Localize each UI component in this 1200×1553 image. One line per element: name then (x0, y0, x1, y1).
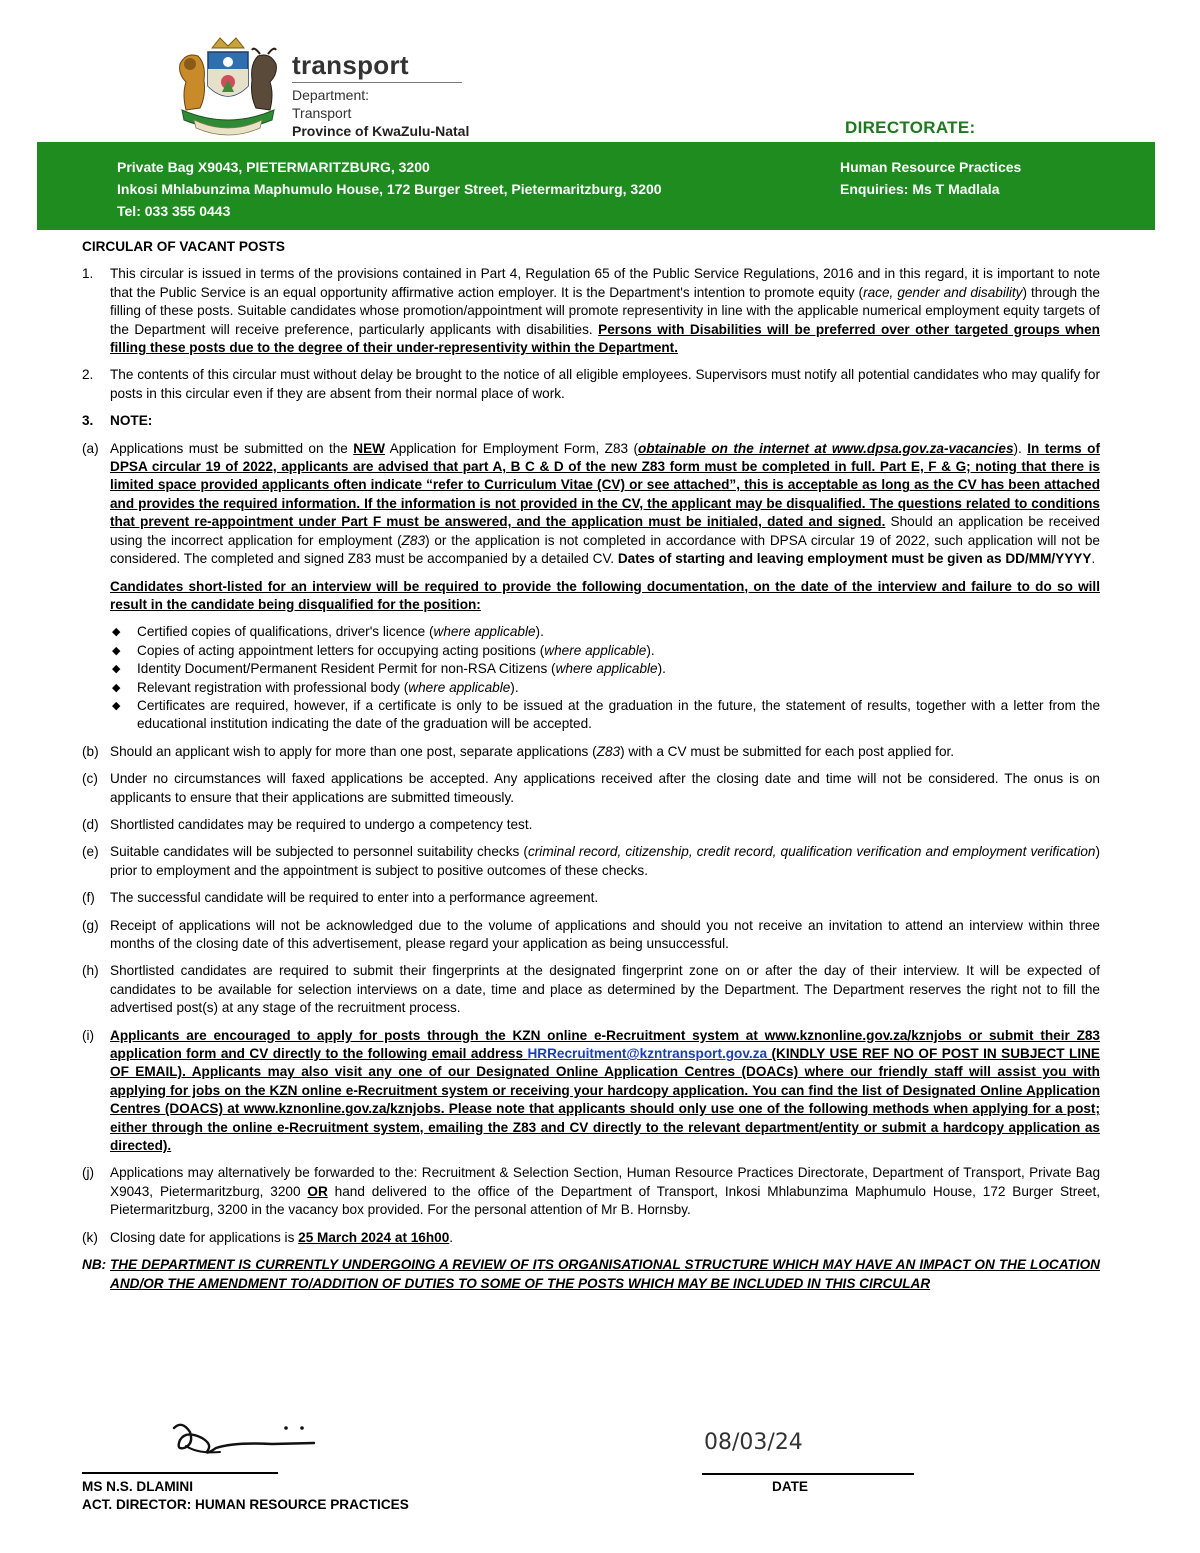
note-text: Applications may alternatively be forwarded to the: Recruitment & Selection Section, Human Resource Practices Directorate, Department of Transport, Private Bag X9043, Pietermaritzburg, 3200 (110, 1165, 1100, 1199)
dpsa-website-reference: obtainable on the internet at www.dpsa.gov.za-vacancies (638, 440, 1014, 456)
note-heading (82, 412, 1100, 430)
note-a (82, 440, 1100, 569)
note-text: ) or the application is not completed in accordance with DPSA circular 19 of 2022, such application will not be considered. The completed and signed Z83 must be accompanied by a detailed CV. (110, 532, 1100, 567)
list-item (110, 642, 1100, 660)
handwritten-date: 08/03/24 (704, 1430, 803, 1455)
note-text: . (449, 1229, 454, 1245)
department-name: transport (292, 50, 409, 80)
z83-italic: Z83 (401, 532, 426, 548)
list-item-text: ). (510, 679, 519, 695)
note-text: Suitable candidates will be subjected to personnel suitability checks ( (110, 844, 528, 860)
note-text: Shortlisted candidates may be required to undergo a competency test. (110, 816, 533, 832)
note-text: Receipt of applications will not be acknowledged due to the volume of applications and should you not receive an invitation to attend an interview within three months of the closing date of this advertisement, please regard your application as being unsuccessful. (110, 917, 1100, 951)
note-marker: (c) (82, 771, 98, 787)
list-item-text: Relevant registration with professional body ( (137, 679, 409, 695)
e-recruitment-emphasis: Applicants are encouraged to apply for posts through the KZN online e-Recruitment system at www.kznonline.gov.za/kznjobs or submit their Z83 application form and CV directly to the following email address (110, 1027, 1100, 1062)
note-text: Application for Employment Form, Z83 ( (384, 440, 638, 456)
department-label: Department: (292, 87, 370, 103)
circular-body (82, 238, 1100, 1293)
note-e (82, 843, 1100, 880)
paragraph-text: The contents of this circular must without delay be brought to the notice of all eligible employees. Supervisors must notify all potential candidates who may qualify for posts in this circular even if they are absent from their normal place of work. (110, 367, 1100, 401)
list-item-text: Copies of acting appointment letters for occupying acting positions ( (137, 642, 545, 658)
kzn-coat-of-arms-logo (172, 34, 284, 140)
address-block (117, 156, 662, 222)
nb-marker: NB: (82, 1257, 107, 1273)
paragraph-1 (82, 265, 1100, 357)
note-text: Under no circumstances will faxed applications be accepted. Any applications received after the closing date and time will not be considered. The onus is on applicants to ensure that their applications are submitted timeously. (110, 771, 1100, 805)
note-text: Should an application be received using the incorrect application for employment ( (110, 514, 1100, 548)
note-marker: (j) (82, 1165, 95, 1181)
directorate-name: Human Resource Practices (840, 159, 1022, 175)
shortlist-documentation-heading: Candidates short-listed for an interview will be required to provide the following documentation, on the date of the interview and failure to do so will result in the candidate being disqualified for the position: (110, 578, 1100, 612)
province-name: Province of KwaZulu-Natal (292, 123, 470, 139)
note-text: . (1091, 551, 1096, 567)
diamond-bullet-icon: ◆ (112, 663, 121, 676)
diamond-bullet-icon: ◆ (112, 644, 121, 657)
note-text: ) with a CV must be submitted for each post applied for. (620, 743, 955, 759)
note-text: hand delivered to the office of the Department of Transport, Inkosi Mhlabunzima Maphumulo House, 172 Burger Street, Pietermaritzburg, 3200 in the vacancy box provided. For the personal attention of Mr B. Hornsby. (110, 1183, 1101, 1218)
paragraph-2 (82, 366, 1100, 403)
closing-date: 25 March 2024 at 16h00 (298, 1229, 450, 1245)
handwritten-signature (168, 1414, 318, 1462)
disability-preference-emphasis: Persons with Disabilities will be preferred over other targeted groups when filling these posts due to the degree of their under-representivity within the Department. (110, 321, 1100, 356)
note-marker: (h) (82, 963, 99, 979)
signer-name: MS N.S. DLAMINI (82, 1479, 194, 1494)
note-j (82, 1164, 1100, 1219)
list-item (110, 679, 1100, 697)
list-item-text: Certified copies of qualifications, driver's licence ( (137, 624, 434, 640)
paragraph-marker: 1. (82, 266, 94, 282)
circular-title: CIRCULAR OF VACANT POSTS (82, 239, 285, 254)
paragraph-text: ) through the filling of these posts. Suitable candidates whose promotion/appointment will promote representivity in line with the applicable numerical employment equity targets of the Department will receive preference, particularly applicants with disabilities. (110, 284, 1100, 337)
telephone-number: Tel: 033 355 0443 (117, 203, 231, 219)
shortlist-heading-block (82, 578, 1100, 615)
note-c (82, 770, 1100, 807)
required-documents-list (110, 623, 1100, 733)
list-item (110, 697, 1100, 734)
note-italic: criminal record, citizenship, credit record, qualification verification and employment verification (527, 844, 1096, 860)
date-label: DATE (772, 1479, 808, 1494)
note-marker: (g) (82, 917, 99, 933)
directorate-block (840, 156, 1021, 200)
list-item-italic: where applicable (544, 642, 647, 658)
paragraph-marker: 2. (82, 367, 94, 383)
list-item (110, 623, 1100, 641)
z83-completion-emphasis: In terms of DPSA circular 19 of 2022, applicants are advised that part A, B C & D of the new Z83 form must be completed in full. Part E, F & G; noting that there is limited space provided applicants often indicate “refer to Curriculum Vitae (CV) or see attached”, this is acceptable as long as the CV has been attached and provides the required information. If the information is not provided in the CV, the applicant may be disqualified. The questions related to conditions that prevent re-appointment under Part F must be answered, and the application must be initialed, dated and signed. (110, 440, 1100, 530)
diamond-bullet-icon: ◆ (112, 699, 121, 712)
signer-title: ACT. DIRECTOR: HUMAN RESOURCE PRACTICES (82, 1497, 409, 1512)
note-text: The successful candidate will be required to enter into a performance agreement. (110, 890, 599, 906)
list-item (110, 660, 1100, 678)
directorate-label: DIRECTORATE: (845, 118, 976, 137)
department-transport: Transport (292, 105, 352, 121)
note-marker: (b) (82, 743, 99, 759)
signature-line (82, 1472, 278, 1474)
department-branding (292, 50, 469, 140)
diamond-bullet-icon: ◆ (112, 681, 121, 694)
note-text: Should an applicant wish to apply for more than one post, separate applications ( (110, 743, 597, 759)
hr-recruitment-email-link[interactable]: HRRecruitment@kzntransport.gov.za (527, 1046, 768, 1062)
diamond-bullet-icon: ◆ (112, 626, 121, 639)
note-marker: (i) (82, 1027, 95, 1043)
note-marker: (a) (82, 440, 99, 456)
note-b (82, 743, 1100, 761)
note-marker: (d) (82, 816, 99, 832)
address-line-2: Inkosi Mhlabunzima Maphumulo House, 172 Burger Street, Pietermaritzburg, 3200 (117, 181, 662, 197)
note-italic: Z83 (596, 743, 621, 759)
note-title: NOTE: (110, 413, 153, 429)
list-item-italic: where applicable (408, 679, 511, 695)
address-line-1: Private Bag X9043, PIETERMARITZBURG, 3200 (117, 159, 430, 175)
note-f (82, 889, 1100, 907)
note-k (82, 1229, 1100, 1247)
nb-text: THE DEPARTMENT IS CURRENTLY UNDERGOING A REVIEW OF ITS ORGANISATIONAL STRUCTURE WHICH MAY HAVE AN IMPACT ON THE LOCATION AND/OR THE AMENDMENT TO/ADDITION OF DUTIES TO SOME OF THE POSTS WHICH MAY BE INCLUDED IN THIS CIRCULAR (110, 1257, 1100, 1291)
list-item-text: ). (646, 642, 655, 658)
list-item-italic: where applicable (433, 624, 536, 640)
note-text: ). (1013, 440, 1028, 456)
paragraph-marker: 3. (82, 413, 94, 429)
note-text: Applications must be submitted on the (110, 440, 354, 456)
e-recruitment-emphasis: (KINDLY USE REF NO OF POST IN SUBJECT LINE OF EMAIL). Applicants may also visit any one of our Designated Online Application Centres (DOACs) where our friendly staff will assist you with applying for jobs on the KZN online e-Recruitment system or receiving your hardcopy application. You can find the list of Designated Online Application Centres (DOACS) at www.kznonline.gov.za/kznjobs. Please note that applicants should only use one of the following methods when applying for a post; either through the online e-Recruitment system, emailing the Z83 and CV directly to the relevant department/entity or submit a hardcopy application as directed). (110, 1046, 1100, 1154)
note-text: ) prior to employment and the appointment is subject to positive outcomes of these checks. (110, 844, 1101, 878)
date-line (702, 1473, 914, 1475)
list-item-text: Certificates are required, however, if a certificate is only to be issued at the graduation in the future, the statement of results, together with a letter from the educational institution indicating the date of the graduation will be accepted. (137, 697, 1100, 732)
note-text: Closing date for applications is (110, 1229, 299, 1245)
list-item-text: ). (535, 624, 544, 640)
note-g (82, 917, 1100, 954)
nb-notice (82, 1256, 1100, 1293)
note-text: Shortlisted candidates are required to submit their fingerprints at the designated fingerprint zone on or after the day of their interview. It will be expected of candidates to be available for selection interviews on a date, time and place as determined by the Department. The Department reserves the right not to fill the advertised post(s) at any stage of the recruitment process. (110, 963, 1100, 1016)
note-d (82, 816, 1100, 834)
list-item-italic: where applicable (555, 661, 658, 677)
header-contact-band (37, 142, 1155, 230)
list-item-text: ). (657, 661, 666, 677)
paragraph-text: This circular is issued in terms of the provisions contained in Part 4, Regulation 65 of the Public Service Regulations, 2016 and in this regard, it is important to note that the Public Service is an equal opportunity affirmative action employer. It is the Department's intention to promote equity ( (110, 266, 1100, 300)
note-h (82, 962, 1100, 1017)
note-marker: (f) (82, 890, 95, 906)
paragraph-italic: race, gender and disability (863, 284, 1023, 300)
branding-rule (292, 82, 462, 83)
note-i (82, 1027, 1100, 1156)
date-format-emphasis: Dates of starting and leaving employment must be given as DD/MM/YYYY (617, 551, 1092, 567)
or-emphasis: OR (307, 1183, 328, 1199)
enquiries-contact: Enquiries: Ms T Madlala (840, 181, 1000, 197)
list-item-text: Identity Document/Permanent Resident Permit for non-RSA Citizens ( (137, 661, 556, 677)
note-marker: (e) (82, 844, 99, 860)
note-marker: (k) (82, 1229, 98, 1245)
new-form-emphasis: NEW (353, 440, 385, 456)
